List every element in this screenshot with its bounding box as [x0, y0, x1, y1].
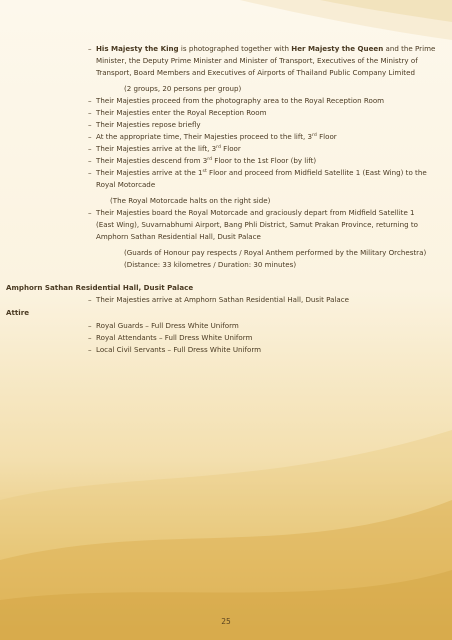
- queen-name: Her Majesty the Queen: [291, 44, 384, 53]
- text-line: (East Wing), Suvarnabhumi Airport, Bang Phli District, Samut Prakan Province, returning to: [96, 220, 418, 229]
- note-line: (Guards of Honour pay respects / Royal Anthem performed by the Military Orchestra): [124, 248, 427, 257]
- text-line: Minister, the Deputy Prime Minister and Minister of Transport, Executives of the Ministry of: [96, 56, 418, 65]
- note-line: (Distance: 33 kilometres / Duration: 30 minutes): [124, 260, 297, 269]
- list-dash: –: [88, 44, 92, 53]
- page-number: 25: [221, 617, 231, 626]
- section-heading: Amphorn Sathan Residential Hall, Dusit Palace: [6, 283, 194, 292]
- note-line: (The Royal Motorcade halts on the right side): [110, 196, 271, 205]
- attire-heading: Attire: [6, 308, 30, 317]
- king-name: His Majesty the King: [96, 44, 179, 53]
- note-line: (2 groups, 20 persons per group): [124, 84, 242, 93]
- document-body: – His Majesty the King is photographed together with Her Majesty the Queen and the Prime Minister, the Deputy Prime Minister and Minister of Transport, Executives of the Ministry of Transport, Board Members and Executives of Airports of Thailand Public Company Limited (2 groups, 20 persons per group) – Their Majesties proceed from the photography area to the Royal Reception Room – Their Majesties enter the Royal Reception Room – Their Majesties repose briefly – At the appropriate time, Their Majesties proceed to the lift, 3rd Floor – Their Majesties arrive at the lift, 3rd Floor – Their Majesties descend from 3rd Floor to the 1st Floor (by lift) – Their Majesties arrive at the 1st Floor and proceed from Midfield Satellite 1 (East Wing) to the Royal Motorcade (The Royal Motorcade halts on the right side) – Their Majesties board the Royal Motorcade and graciously depart from Midfield Satellite 1 (East Wing), Suvarnabhumi Airport, Bang Phli District, Samut Prakan Province, returning to Amphorn Sathan Residential Hall, Dusit Palace (Guards of Honour pay respects / Royal Anthem performed by the Military Orchestra) (Distance: 33 kilometres / Duration: 30 minutes) Amphorn Sathan Residential Hall, Dusit Palace – Their Majesties arrive at Amphorn Sathan Residential Hall, Dusit Palace Attire – Royal Guards – Full Dress White Uniform – Royal Attendants – Full Dress White Uniform – Local Civil Servants – Full Dress White Uniform 25: [0, 0, 452, 640]
- text-line: Transport, Board Members and Executives of Airports of Thailand Public Company Limited: [96, 68, 415, 77]
- text-line: Amphorn Sathan Residential Hall, Dusit Palace: [96, 232, 261, 241]
- text-line: Royal Motorcade: [96, 180, 156, 189]
